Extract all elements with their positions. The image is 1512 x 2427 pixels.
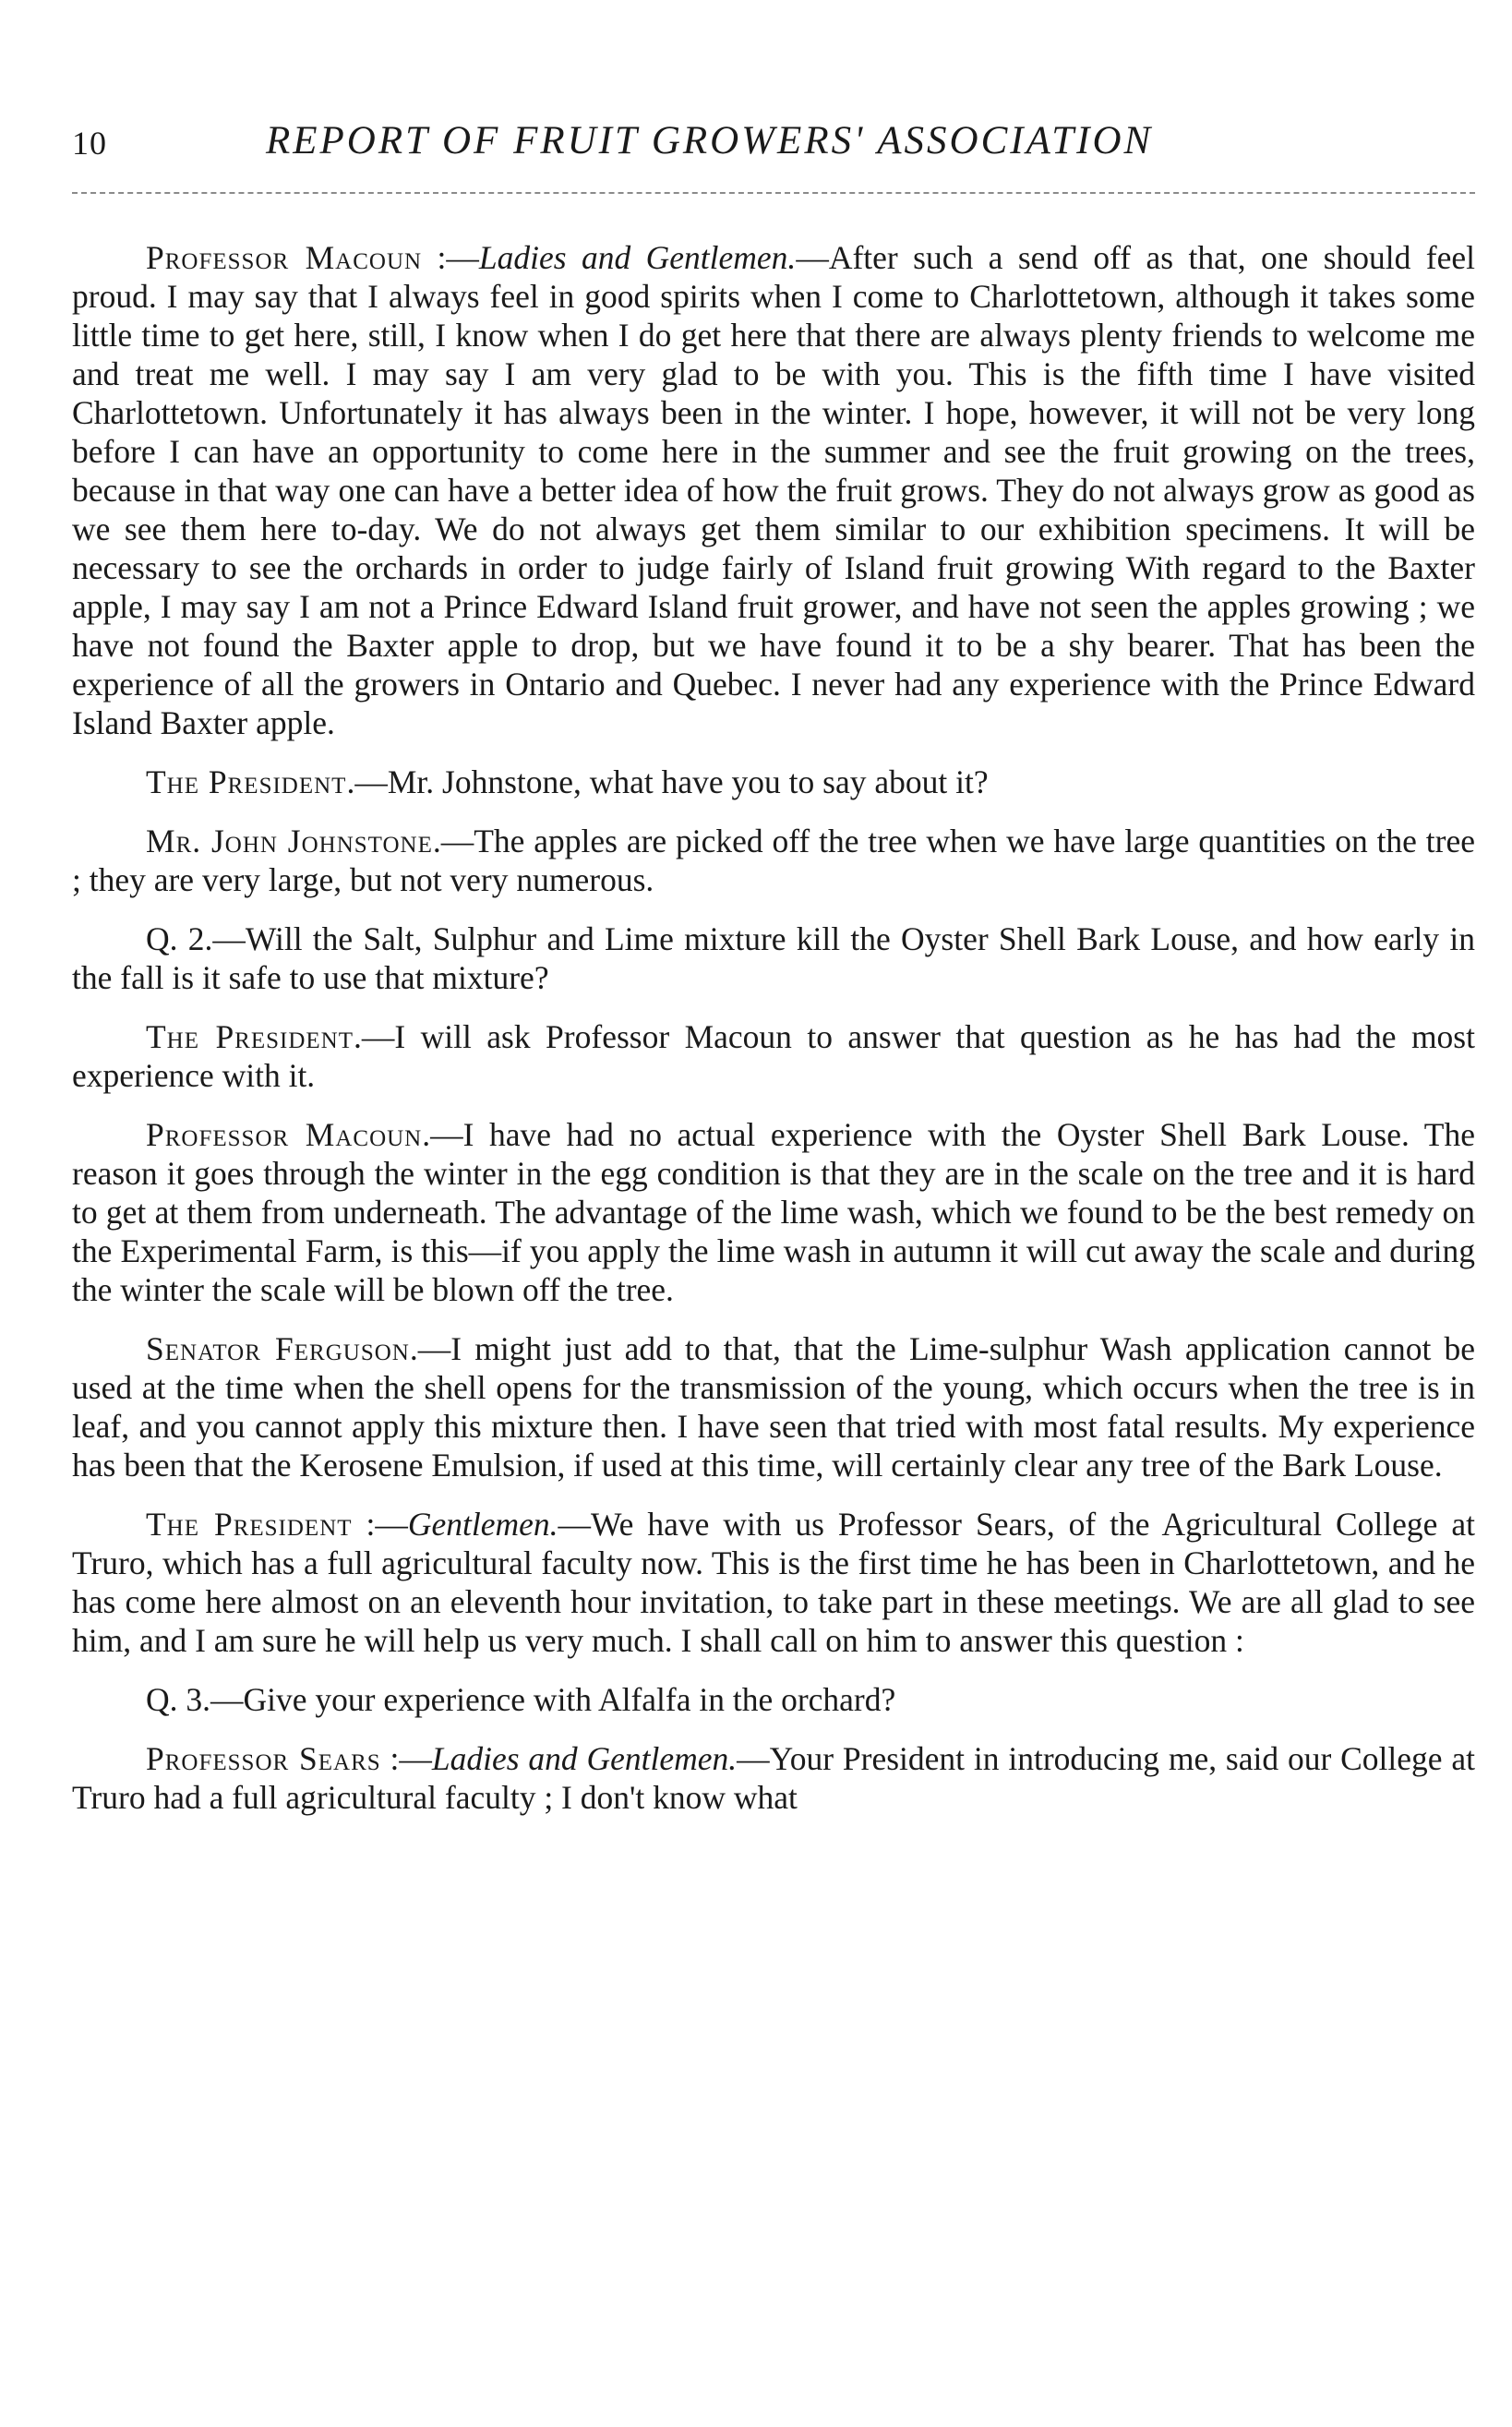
speaker-separator: .— (409, 1330, 451, 1367)
speaker-separator: :— (422, 239, 479, 276)
paragraph-president-question (72, 763, 1475, 801)
speaker-separator: :— (380, 1740, 432, 1777)
paragraph-text: I might just add to that, that the Lime-sulphur Wash application cannot be used at the time when the shell opens for the transmission of the young, which occurs when the tree is in leaf, and you cannot apply this mixture then. I have seen that tried with most fatal results. My experience has been that the Kerosene Emulsion, if used at this time, will certainly clear any tree of the Bark Louse. (72, 1330, 1475, 1484)
paragraph-text: Mr. Johnstone, what have you to say about it? (387, 763, 989, 800)
speaker-name: Professor Macoun (146, 239, 423, 276)
paragraph-text: —We have with us Professor Sears, of the Agricultural College at Truro, which has a full agricultural faculty now. This is the first time he has been in Charlottetown, and he has come here almost on an eleventh hour invitation, to take part in these meetings. We are all glad to see him, and I am sure he will help us very much. I shall call on him to answer this question : (72, 1506, 1475, 1659)
speaker-separator: :— (352, 1506, 408, 1543)
paragraph-text: Q. 3.—Give your experience with Alfalfa in the orchard? (146, 1681, 896, 1718)
salutation: Ladies and Gentlemen. (431, 1740, 738, 1777)
body-text (72, 238, 1475, 1837)
paragraph-text: I have had no actual experience with the Oyster Shell Bark Louse. The reason it goes through the winter in the egg condition is that they are in the scale on the tree and it is hard to get at them from underneath. The advantage of the lime wash, which we found to be the best remedy on the Experimental Farm, is this—if you apply the lime wash in autumn it will cut away the scale and during the winter the scale will be blown off the tree. (72, 1116, 1475, 1308)
speaker-name: Professor Sears (146, 1740, 381, 1777)
paragraph-johnstone-reply (72, 822, 1475, 899)
paragraph-president-introduction (72, 1505, 1475, 1660)
paragraph-president-referral (72, 1017, 1475, 1095)
running-head (72, 118, 1475, 174)
paragraph-macoun-answer (72, 1115, 1475, 1309)
salutation: Ladies and Gentlemen. (478, 239, 797, 276)
speaker-name: Senator Ferguson (146, 1330, 410, 1367)
speaker-separator: .— (354, 1018, 395, 1055)
speaker-name: The President (146, 1018, 354, 1055)
question-2 (72, 919, 1475, 997)
paragraph-text: The apples are picked off the tree when we have large quantities on the tree ; they are very large, but not very numerous. (72, 823, 1475, 898)
paragraph-macoun-welcome (72, 238, 1475, 742)
paragraph-ferguson (72, 1329, 1475, 1484)
header-rule (72, 192, 1475, 194)
speaker-name: Mr. John Johnstone (146, 823, 433, 859)
paragraph-text: Q. 2.—Will the Salt, Sulphur and Lime mixture kill the Oyster Shell Bark Louse, and how early in the fall is it safe to use that mixture? (72, 920, 1475, 996)
running-title: REPORT OF FRUIT GROWERS' ASSOCIATION (266, 119, 1154, 162)
paragraph-text: I will ask Professor Macoun to answer that question as he has had the most experience with it. (72, 1018, 1475, 1094)
speaker-name: Professor Macoun (146, 1116, 423, 1153)
paragraph-sears (72, 1739, 1475, 1817)
question-3 (72, 1680, 1475, 1719)
speaker-name: The President (146, 1506, 353, 1543)
page-number: 10 (72, 125, 107, 162)
salutation: Gentlemen. (407, 1506, 558, 1543)
speaker-separator: .— (346, 763, 388, 800)
speaker-name: The President (146, 763, 347, 800)
speaker-separator: .— (422, 1116, 463, 1153)
paragraph-text: —Your President in introducing me, said our College at Truro had a full agricultural faculty ; I don't know what (72, 1740, 1476, 1816)
speaker-separator: .— (432, 823, 474, 859)
paragraph-text: —After such a send off as that, one should feel proud. I may say that I always feel in good spirits when I come to Charlottetown, although it takes some little time to get here, still, I know when I do get here that there are always plenty friends to welcome me and treat me well. I may say I am very glad to be with you. This is the fifth time I have visited Charlottetown. Unfortunately it has always been in the winter. I hope, however, it will not be very long before I can have an opportunity to come here in the summer and see the fruit growing on the trees, because in that way one can have a better idea of how the fruit grows. They do not always grow as good as we see them here to-day. We do not always get them similar to our exhibition specimens. It will be necessary to see the orchards in order to judge fairly of Island fruit growing With regard to the Baxter apple, I may say I am not a Prince Edward Island fruit grower, and have not seen the apples growing ; we have not found the Baxter apple to drop, but we have found it to be a shy bearer. That has been the experience of all the growers in Ontario and Quebec. I never had any experience with the Prince Edward Island Baxter apple. (72, 239, 1476, 741)
